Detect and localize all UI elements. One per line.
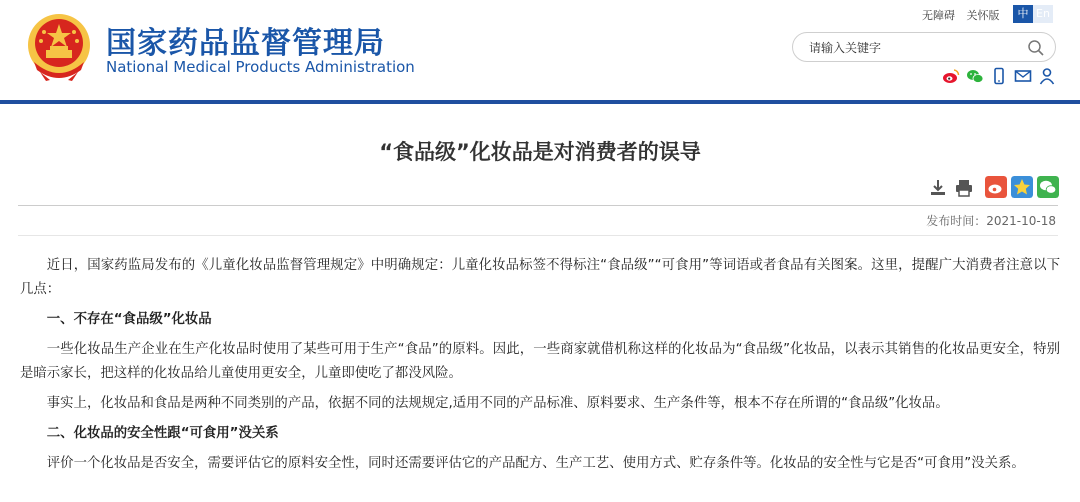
accessibility-link[interactable]: 无障碍 <box>922 9 955 22</box>
search-icon[interactable] <box>1027 39 1045 57</box>
wechat-icon[interactable] <box>966 67 984 85</box>
publish-date: 发布时间：2021-10-18 <box>926 214 1056 228</box>
header-divider-bar <box>0 100 1080 104</box>
share-weibo-icon[interactable] <box>985 176 1007 198</box>
search-input[interactable] <box>809 38 1019 58</box>
paragraph-intro: 近日，国家药监局发布的《儿童化妆品监督管理规定》中明确规定：儿童化妆品标签不得标注“食品级”“可食用”等词语或者食品有关图案。这里，提醒广大消费者注意以下几点： <box>20 258 1060 297</box>
search-box <box>792 32 1056 62</box>
article-title: “食品级”化妆品是对消费者的误导 <box>379 140 701 164</box>
site-title-en[interactable]: National Medical Products Administration <box>106 58 415 76</box>
article-share-icons <box>985 176 1059 198</box>
mail-icon[interactable] <box>1014 67 1032 85</box>
title-divider <box>18 205 1058 206</box>
lang-zh-button[interactable]: 中 <box>1013 5 1033 23</box>
top-links <box>922 7 1008 23</box>
print-icon[interactable] <box>954 178 974 198</box>
section-heading-2: 二、化妆品的安全性跟“可食用”没关系 <box>46 426 279 441</box>
article-tools <box>928 178 974 198</box>
mobile-icon[interactable] <box>990 67 1008 85</box>
lang-en-button[interactable]: En <box>1033 5 1053 23</box>
site-title-cn[interactable]: 国家药品监督管理局 <box>106 26 385 61</box>
weibo-icon[interactable] <box>942 67 960 85</box>
national-emblem-icon[interactable] <box>26 12 92 82</box>
date-divider <box>18 235 1058 236</box>
download-icon[interactable] <box>928 178 948 198</box>
paragraph: 事实上，化妆品和食品是两种不同类别的产品，依据不同的法规规定,适用不同的产品标准、原料要求、生产条件等，根本不存在所谓的“食品级”化妆品。 <box>46 396 949 411</box>
paragraph: 评价一个化妆品是否安全，需要评估它的原料安全性，同时还需要评估它的产品配方、生产工艺、使用方式、贮存条件等。化妆品的安全性与它是否“可食用”没关系。 <box>46 456 1025 471</box>
header-social-icons <box>942 67 1056 85</box>
user-icon[interactable] <box>1038 67 1056 85</box>
language-switch <box>1013 5 1053 23</box>
site-header <box>0 0 1080 100</box>
section-heading-1: 一、不存在“食品级”化妆品 <box>46 312 212 327</box>
share-qzone-icon[interactable] <box>1011 176 1033 198</box>
share-wechat-icon[interactable] <box>1037 176 1059 198</box>
article-content <box>20 254 1060 482</box>
paragraph: 一些化妆品生产企业在生产化妆品时使用了某些可用于生产“食品”的原料。因此，一些商家就借机称这样的化妆品为“食品级”化妆品，以表示其销售的化妆品更安全，特别是暗示家长，把这样的化妆品给儿童使用更安全，儿童即使吃了都没风险。 <box>20 342 1060 381</box>
elder-care-link[interactable]: 关怀版 <box>966 9 1000 22</box>
